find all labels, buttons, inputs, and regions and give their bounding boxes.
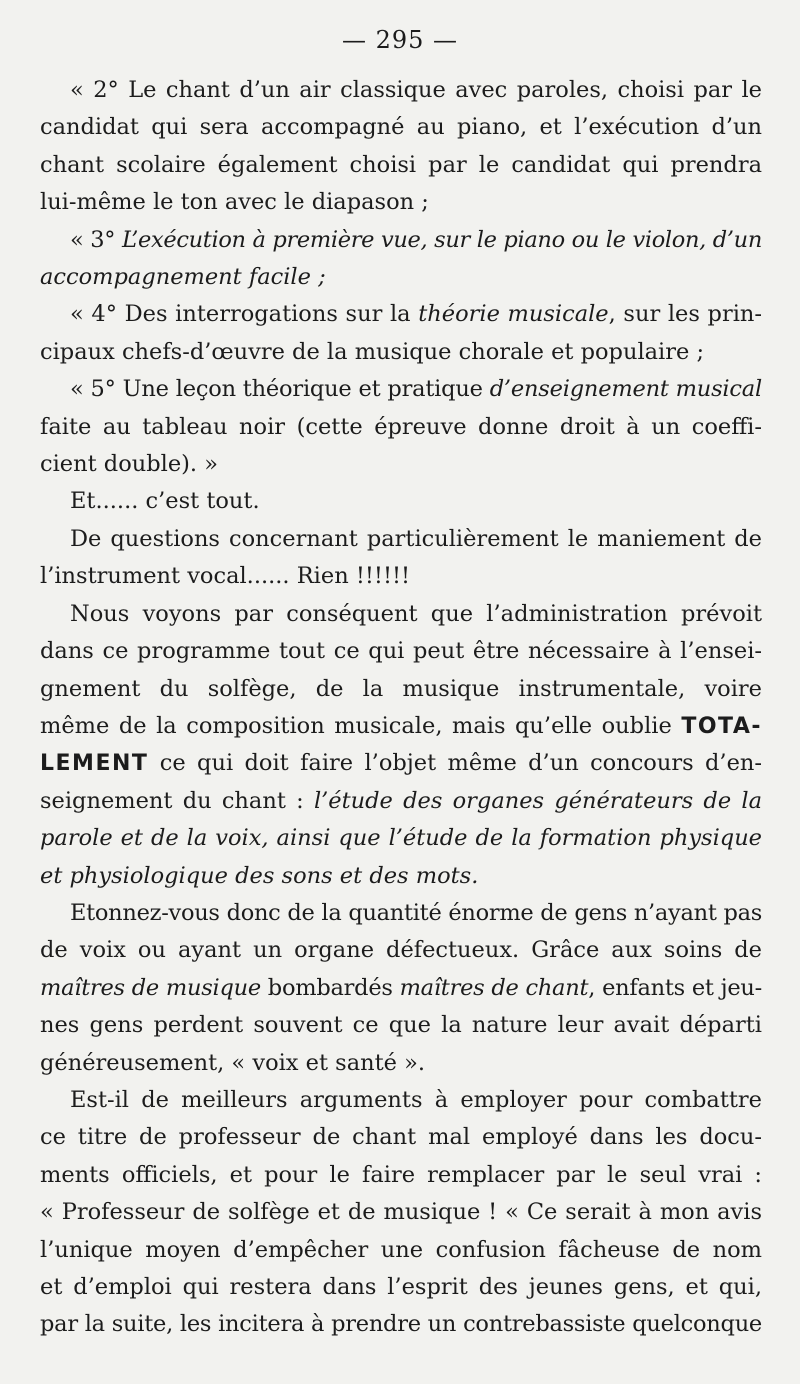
text-span: , sur les prin- [608, 301, 762, 328]
text-line: « 2° Le chant d’un air classique avec paroles, choisi par le [70, 77, 762, 103]
paragraph-item-3 [40, 222, 762, 297]
text-line: par la suite, les incitera à prendre un contrebassiste quelconque [40, 1311, 762, 1338]
text-line [40, 222, 762, 259]
paragraph-item-2 [40, 72, 762, 222]
text-line: cipaux chefs-d’œuvre de la musique chorale et populaire ; [40, 338, 705, 365]
bold-text: LEMENT [40, 751, 149, 777]
text-line: l’instrument vocal...... Rien !!!!!! [40, 563, 411, 590]
bold-text: TOTA- [681, 713, 762, 739]
italic-text: l’étude des organes générateurs de la [313, 787, 762, 814]
italic-text: maîtres de chant [399, 974, 589, 1001]
text-span: même de la composition musicale, mais qu’elle oublie [40, 712, 682, 739]
italic-text: théorie musicale [418, 301, 609, 328]
italic-text: maîtres de musique [40, 974, 261, 1001]
text-span: « 3° [70, 226, 122, 253]
italic-text: d’enseignement musical [489, 376, 763, 403]
italic-text: accompagnement facile ; [40, 264, 326, 291]
text-line: candidat qui sera accompagné au piano, et l’exécution d’un [40, 114, 762, 141]
paragraph-etonnez-vous [40, 895, 762, 1082]
text-span: « 4° Des interrogations sur la [70, 301, 419, 328]
text-line: Nous voyons par conséquent que l’administration prévoit [70, 600, 762, 627]
page-number: — 295 — [341, 26, 459, 54]
text-span: « 5° Une leçon théorique et pratique [70, 376, 490, 403]
text-line [40, 820, 762, 857]
text-line: gnement du solfège, de la musique instrumentale, voire [40, 675, 762, 702]
paragraph-item-5 [40, 371, 762, 483]
text-line: cient double). » [40, 451, 219, 478]
body-text [40, 72, 762, 1344]
italic-text: et physiologique des sons et des mots. [40, 862, 479, 889]
text-line [40, 708, 762, 745]
text-line: de voix ou ayant un organe défectueux. Grâce aux soins de [40, 937, 762, 964]
text-line [40, 970, 762, 1007]
text-line: lui-même le ton avec le diapason ; [40, 189, 429, 216]
text-line: et d’emploi qui restera dans l’esprit des jeunes gens, et qui, [40, 1274, 762, 1300]
text-line: « Professeur de solfège et de musique ! « Ce serait à mon avis [40, 1199, 762, 1226]
italic-text: L’exécution à première vue, sur le piano ou le violon, d’un [121, 226, 762, 253]
paragraph-arguments [40, 1082, 762, 1344]
text-span: , enfants et jeu- [588, 974, 762, 1001]
text-span: ce qui doit faire l’objet même d’un concours d’en- [148, 750, 762, 777]
text-line: dans ce programme tout ce qui peut être nécessaire à l’ensei- [40, 638, 762, 665]
text-span: seignement du chant : [40, 787, 314, 814]
text-span: bombardés [260, 974, 400, 1001]
text-line: chant scolaire également choisi par le candidat qui prendra [40, 151, 762, 178]
text-line [40, 745, 762, 782]
text-line: généreusement, « voix et santé ». [40, 1049, 426, 1076]
text-line: Et...... c’est tout. [70, 488, 260, 515]
paragraph-programme [40, 596, 762, 895]
text-line [40, 296, 762, 333]
text-line: Etonnez-vous donc de la quantité énorme de gens n’ayant pas [70, 899, 762, 926]
text-line: ce titre de professeur de chant mal employé dans les docu- [40, 1124, 762, 1151]
text-line [40, 371, 762, 408]
paragraph-et-cest-tout [40, 483, 762, 520]
italic-text: parole et de la voix, ainsi que l’étude de la formation physique [40, 825, 762, 852]
text-line: nes gens perdent souvent ce que la nature leur avait départi [40, 1012, 762, 1039]
paragraph-item-4 [40, 296, 762, 371]
text-line: l’unique moyen d’empêcher une confusion fâcheuse de nom [40, 1236, 762, 1263]
text-line: De questions concernant particulièrement le maniement de [70, 525, 762, 552]
text-line [40, 259, 762, 296]
text-line: faite au tableau noir (cette épreuve donne droit à un coeffi- [40, 413, 762, 440]
text-line [40, 858, 762, 895]
text-line [40, 783, 762, 820]
text-line: ments officiels, et pour le faire remplacer par le seul vrai : [40, 1161, 762, 1188]
paragraph-questions [40, 521, 762, 596]
text-line: Est-il de meilleurs arguments à employer pour combattre [70, 1086, 762, 1113]
